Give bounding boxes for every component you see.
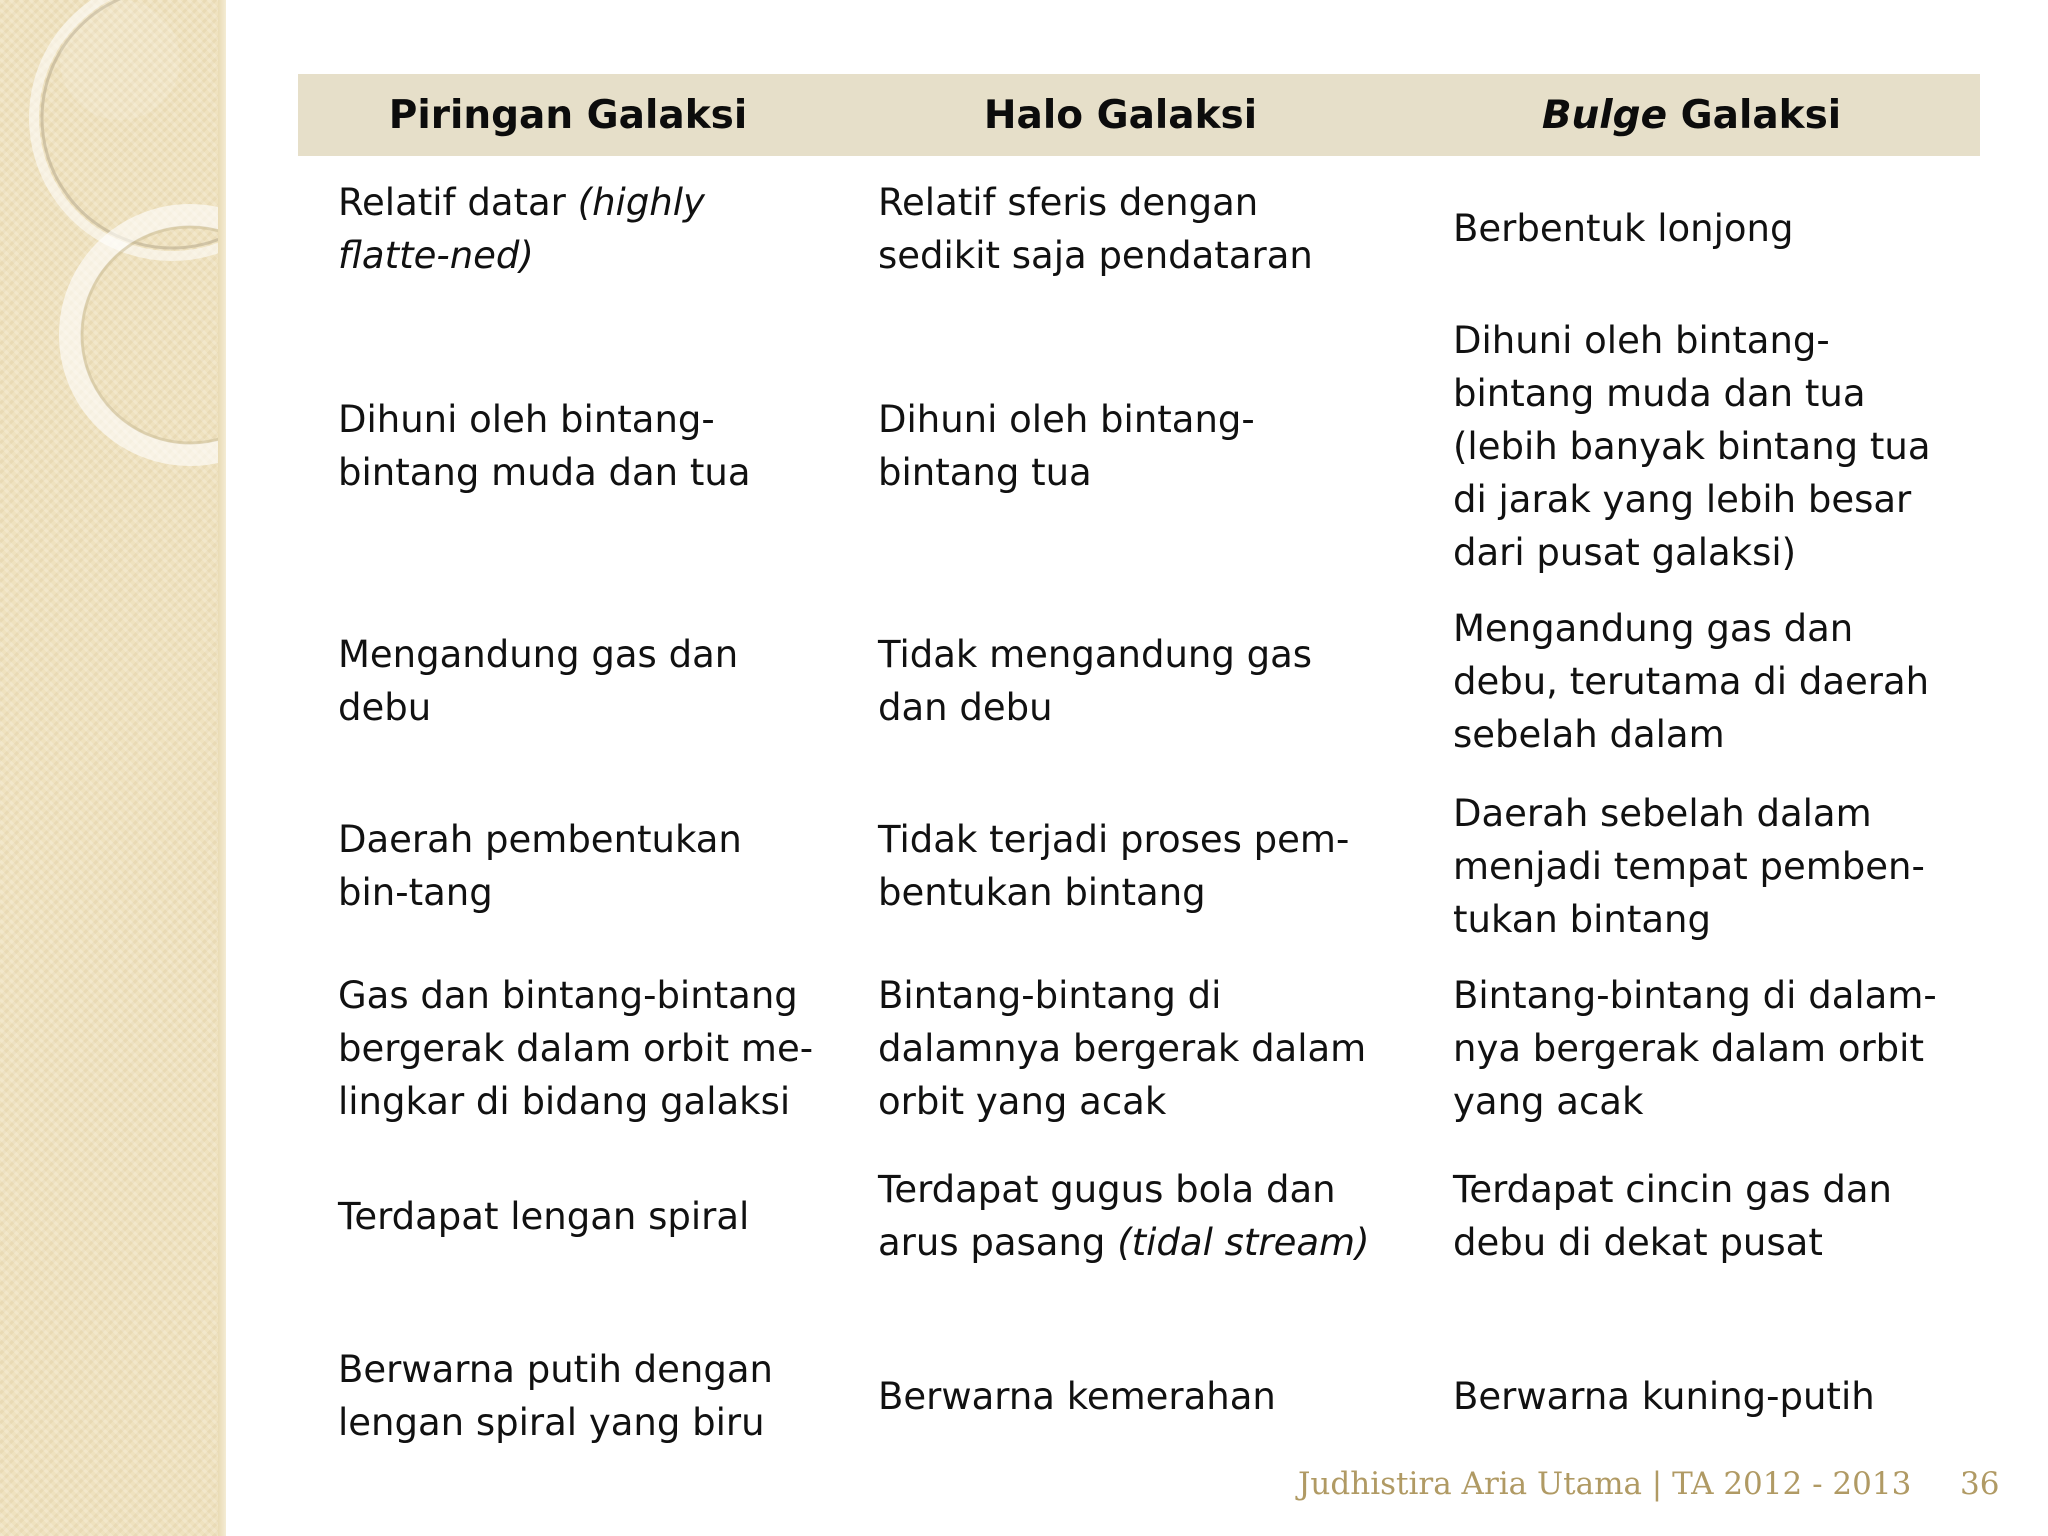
table-row (298, 961, 1980, 1136)
table-row (298, 156, 1980, 301)
header-piringan-galaksi: Piringan Galaksi (388, 92, 748, 138)
cell-text-italic: (tidal stream) (1117, 1221, 1370, 1264)
footer-credit: Judhistira Aria Utama | TA 2012 - 2013 (1298, 1466, 1912, 1502)
cell-piringan: Gas dan bintang-bintang bergerak dalam orbit me-lingkar di bidang galaksi (338, 974, 814, 1123)
cell-piringan (298, 156, 838, 301)
table-row (298, 591, 1980, 771)
table-row (298, 1136, 1980, 1296)
cell-bulge: Daerah sebelah dalam menjadi tempat pemben-tukan bintang (1453, 791, 1925, 941)
cell-piringan: Daerah pembentukan bin-tang (338, 818, 742, 914)
cell-bulge: Dihuni oleh bintang-bintang muda dan tua (lebih banyak bintang tua di jarak yang lebih besar dari pusat galaksi) (1453, 318, 1931, 574)
header-bulge-italic: Bulge (1541, 92, 1668, 138)
cell-halo (838, 1136, 1403, 1296)
table-row (298, 301, 1980, 591)
cell-halo: Tidak mengandung gas dan debu (878, 633, 1313, 729)
table-row (298, 771, 1980, 961)
header-halo-galaksi: Halo Galaksi (983, 92, 1258, 138)
galaxy-comparison-table (298, 74, 1980, 1496)
cell-text: Relatif datar (338, 180, 578, 224)
header-bulge-galaksi (1403, 74, 1980, 156)
cell-text: Terdapat gugus bola dan arus pasang (878, 1168, 1336, 1264)
cell-bulge: Berbentuk lonjong (1453, 207, 1794, 250)
comparison-table-container (298, 74, 1980, 1496)
cell-halo: Dihuni oleh bintang-bintang tua (878, 398, 1255, 494)
cell-piringan: Mengandung gas dan debu (338, 633, 739, 729)
cell-halo: Bintang-bintang di dalamnya bergerak dalam orbit yang acak (878, 974, 1367, 1123)
decorative-rings-graphic (0, 0, 226, 1536)
cell-piringan: Terdapat lengan spiral (338, 1194, 750, 1238)
table-header-row (298, 74, 1980, 156)
side-band-edge (218, 0, 226, 1536)
page-number: 36 (1960, 1466, 2000, 1502)
cell-piringan: Dihuni oleh bintang-bintang muda dan tua (338, 398, 751, 494)
decorative-side-band (0, 0, 226, 1536)
cell-halo: Tidak terjadi proses pem-bentukan bintang (878, 818, 1350, 914)
cell-bulge: Terdapat cincin gas dan debu di dekat pusat (1453, 1168, 1892, 1264)
cell-piringan: Berwarna putih dengan lengan spiral yang biru (338, 1348, 773, 1444)
cell-halo: Berwarna kemerahan (878, 1374, 1276, 1418)
header-bulge-rest: Galaksi (1667, 92, 1842, 138)
cell-halo: Relatif sferis dengan sedikit saja pendataran (878, 180, 1313, 277)
cell-bulge: Bintang-bintang di dalam-nya bergerak dalam orbit yang acak (1453, 974, 1937, 1123)
cell-text-italic: (highly flatte-ned) (338, 180, 705, 277)
cell-bulge: Berwarna kuning-putih (1453, 1374, 1875, 1418)
cell-bulge: Mengandung gas dan debu, terutama di daerah sebelah dalam (1453, 606, 1930, 756)
